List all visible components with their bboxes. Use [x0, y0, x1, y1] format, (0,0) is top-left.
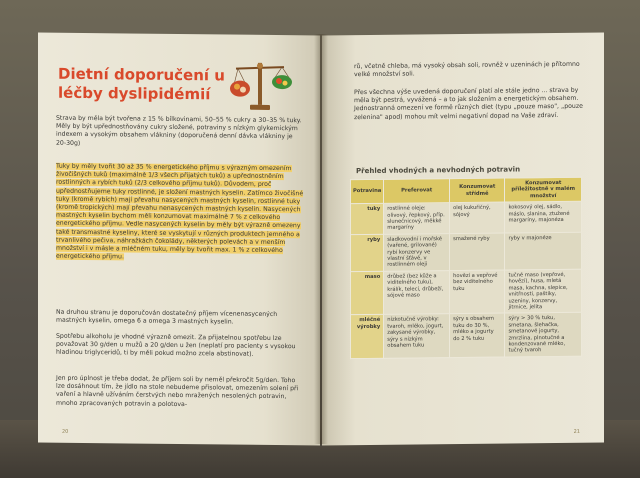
- paragraph-salt: Jen pro úplnost je třeba dodat, že příjem soli by neměl překročit 5g/den. Toho lze dosáhnout tím, že jídlo na stole nebudeme přisolovat, omezením solení při vaření a hlavně užíváním čerstvých nebo mražených nesolených potravin, mnoho zpracovaných potravin a polotova-: [56, 374, 299, 408]
- book-spine: [314, 34, 328, 444]
- table-row: [351, 232, 582, 271]
- page-number-right: 21: [573, 428, 580, 435]
- cell-occasional: sýry > 30 % tuku, smetana, šlehačka, smetanové jogurty, zmrzlina, plnotučné a kondenzované mléko, tučný tvaroh: [505, 313, 582, 357]
- cell-prefer: nízkotučné výrobky: tvaroh, mléko, jogurt, zakysané výrobky, sýry s nízkým obsahem tuku: [384, 314, 450, 358]
- table-row: [351, 201, 582, 234]
- open-booklet: [38, 34, 604, 444]
- cell-prefer: drůbež (bez kůže a viditelného tuku), králík, telecí, drůbeží, sójové maso: [384, 271, 450, 315]
- cell-prefer: sladkovodní i mořské (vařené, grilované) rybí konzervy ve vlastní šťávě, v rostlinném oleji: [384, 233, 450, 271]
- column-header: Preferovat: [384, 179, 450, 204]
- column-header: Konzumovat střídmě: [450, 178, 505, 203]
- row-category: maso: [351, 271, 384, 315]
- row-category: tuky: [351, 204, 384, 235]
- cell-moderate: olej kukuřičný, sójový: [450, 202, 505, 233]
- paragraph-polyunsaturated: Na druhou stranu je doporučován dostatečný příjem vícenenasycených mastných kyselin, omega 6 a omega 3 mastných kyselin.: [56, 308, 278, 326]
- paragraph-fats: [56, 163, 304, 264]
- row-category: mléčné výrobky: [351, 315, 384, 359]
- left-page: [38, 33, 320, 446]
- paragraph-alcohol: Spotřebu alkoholu je vhodné výrazně omezit. Za přijatelnou spotřebu lze považovat 30 g/den u mužů a 20 g/den u žen (neplatí pro pacienty s vysokou hladinou triglyceridů, ti by měli pokud možno zcela abstinovat).: [56, 332, 296, 359]
- paragraph-fats-text: Tuky by měly tvořit 30 až 35 % energetického příjmu s výrazným omezením živočišných tuků (maximálně 1/3 všech přijatých tuků) a upřednostněním rostlinných a rybích tuků (2/3 celkového příjmu tuků). Důvodem, proč upřednostňujeme tuky rostlinné, je složení mastných kyselin. Zatímco živočišné tuky (kromě rybích) mají převahu nasycených mastných kyselin, rostlinné tuky (kromě tropických) mají převahu nenasycených mastných kyselin. Nasycených mastných kyselin bychom měli konzumovat maximálně 7 % z celkového energetického příjmu. Vedle nasycených kyselin by měly být výrazně omezeny také transmastné kyseliny, které se vyskytují v různých produktech jemného a trvanlivého pečiva, náhražkách čokolády, některých polevách a v menším množství i v másle a mléčném tuku, měly by tvořit max. 1 % z celkového energetického příjmu.: [56, 162, 304, 261]
- cell-occasional: kokosový olej, sádlo, máslo, slanina, ztužené margaríny, majonéza: [505, 201, 582, 232]
- column-header: Potravina: [351, 179, 384, 204]
- cell-occasional: ryby v majonéze: [505, 232, 582, 270]
- cell-moderate: sýry s obsahem tuku do 30 %, mléko a jogurty do 2 % tuku: [450, 313, 505, 357]
- page-number-left: 20: [62, 428, 69, 435]
- cell-moderate: smažené ryby: [450, 233, 505, 271]
- paragraph-salt-continued: rů, včetně chleba, má vysoký obsah soli, rovněž v uzeninách je přítomno velké množství soli.: [354, 60, 580, 79]
- cell-moderate: hovězí a vepřové bez viditelného tuku: [450, 270, 505, 314]
- balance-scale-icon: [228, 57, 292, 116]
- right-page: [322, 33, 604, 446]
- page-title: Dietní doporučení u léčby dyslipidémií: [58, 64, 225, 104]
- column-header: Konzumovat příležitostně v malém množství: [505, 177, 582, 202]
- row-category: ryby: [351, 234, 384, 271]
- table-title: Přehled vhodných a nevhodných potravin: [356, 165, 521, 176]
- cell-occasional: tučné maso (vepřové, hovězí), husa, mletá masa, kachna, slepice, vnitřnosti, paštiky, uzeniny, konzervy, jitrnice, jelita: [505, 269, 582, 313]
- table-row: [351, 313, 582, 359]
- cell-prefer: rostlinné oleje: olivový, řepkový, příp. slunečnicový, měkké margaríny: [384, 203, 450, 234]
- table-header-row: [351, 177, 582, 204]
- table-row: [351, 269, 582, 315]
- food-table: [350, 177, 582, 359]
- paragraph-nutrient-ratio: Strava by měla být tvořena z 15 % bílkovinami, 50–55 % cukry a 30–35 % tuky. Měly by být upřednostňovány cukry složené, potraviny s nízkým glykemickým indexem a vysokým obsahem vlákniny (doporučená denní dávka vlákniny je 20-30g): [56, 114, 302, 147]
- paragraph-varied-diet: Přes všechna výše uvedená doporučení platí ale stále jedno ... strava by měla být pestrá, vyvážená – a to jak složením a energetickým obsahem. Jednostranná omezení ve formě různých diet (typu „pouze maso", „pouze zelenina" apod) mohou mít velmi negativní dopad na Vaše zdraví.: [354, 86, 583, 121]
